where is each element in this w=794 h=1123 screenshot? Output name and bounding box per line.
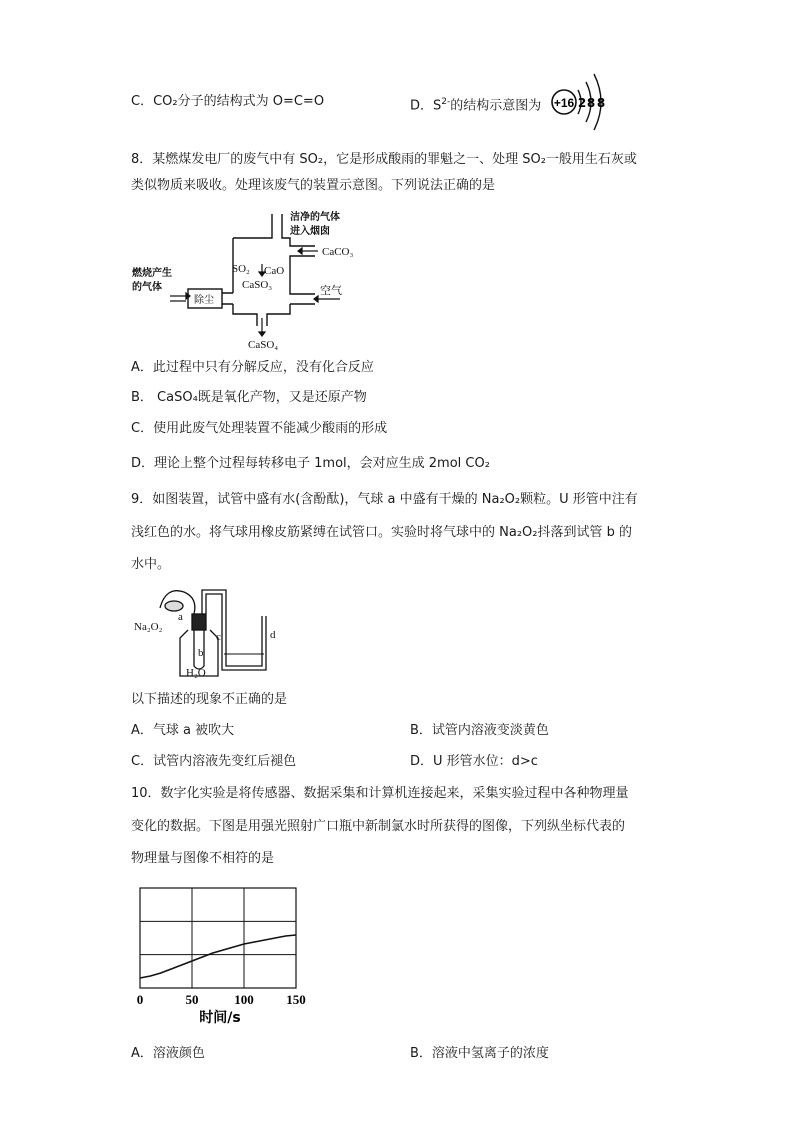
chlorine-water-chart (128, 878, 318, 1028)
burn-gas-label-1: 燃烧产生 (132, 268, 172, 279)
x-tick-50: 50 (185, 992, 199, 1007)
caco3-label: CaCO₃ (322, 246, 354, 258)
na2o2-label: Na₂O₂ (134, 621, 163, 633)
q7-option-d-prefix: D．S (410, 98, 442, 114)
q9-question: 以下描述的现象不正确的是 (131, 692, 288, 707)
h2o-label: H₂O (186, 667, 206, 679)
caso4-label: CaSO₄ (248, 339, 279, 351)
q9-option-a: A．气球 a 被吹大 (131, 723, 235, 738)
q7-option-d-suffix: 的结构示意图为 (450, 98, 542, 114)
series-line-curve (140, 935, 296, 978)
q10-stem-line2: 变化的数据。下图是用强光照射广口瓶中新制氯水时所获得的图像，下列纵坐标代表的 (131, 819, 626, 834)
q10-stem-line1: 10．数字化实验是将传感器、数据采集和计算机连接起来，采集实验过程中各种物理量 (131, 786, 629, 801)
tower-right-wall (290, 256, 315, 294)
air-label: 空气 (320, 284, 342, 297)
nucleus-charge: +16 (553, 96, 575, 110)
so2-label: SO₂ (232, 263, 250, 275)
x-tick-100: 100 (234, 992, 254, 1007)
q9-stem-line2: 浅红色的水。将气球用橡皮筋紧缚在试管口。实验时将气球中的 Na₂O₂抖落到试管 b 的 (131, 525, 632, 540)
u-tube (202, 590, 262, 666)
balloon-tube-diagram (132, 580, 292, 682)
q8-stem-line2: 类似物质来吸收。处理该废气的装置示意图。下列说法正确的是 (131, 178, 496, 193)
q7-option-d (410, 92, 541, 116)
burn-gas-label-2: 的气体 (132, 282, 162, 293)
cao-label: CaO (264, 265, 285, 277)
shell-electrons-1: 2 (577, 96, 587, 110)
x-tick-150: 150 (286, 992, 306, 1007)
q7-option-d-sup: 2- (441, 97, 451, 107)
flue-gas-treatment-diagram (130, 206, 370, 352)
label-a: a (178, 611, 183, 623)
rubber-stopper (192, 614, 206, 630)
dust-removal-label: 除尘 (194, 295, 214, 306)
q9-stem-line3: 水中。 (131, 557, 171, 572)
shell-electrons-2: 8 (586, 96, 596, 110)
q10-option-a: A．溶液颜色 (131, 1046, 205, 1061)
q8-option-c: C．使用此废气处理装置不能减少酸雨的形成 (131, 421, 388, 436)
q9-stem-line1: 9．如图装置，试管中盛有水(含酚酞)，气球 a 中盛有干燥的 Na₂O₂颗粒。U 形管中注有 (131, 492, 638, 507)
x-axis-label: 时间/s (199, 1010, 241, 1026)
q8-option-a: A．此过程中只有分解反应，没有化合反应 (131, 360, 374, 375)
label-c: c (216, 631, 221, 643)
q7-option-c: C．CO₂分子的结构式为 O=C=O (131, 94, 325, 109)
q8-option-b: B． CaSO₄既是氧化产物，又是还原产物 (131, 390, 367, 405)
q8-stem-line1: 8．某燃煤发电厂的废气中有 SO₂，它是形成酸雨的罪魁之一、处理 SO₂一般用生石灰或 (131, 152, 637, 167)
q10-option-b: B．溶液中氢离子的浓度 (410, 1046, 549, 1061)
tower-top-left (233, 214, 272, 238)
caso3-label: CaSO₃ (242, 279, 273, 291)
label-d: d (270, 629, 276, 641)
clean-gas-label-1: 洁净的气体 (290, 212, 340, 223)
q9-option-d: D．U 形管水位：d>c (410, 754, 538, 769)
clean-gas-label-2: 进入烟囱 (290, 226, 330, 237)
q9-option-b: B．试管内溶液变淡黄色 (410, 723, 549, 738)
q9-option-c: C．试管内溶液先变红后褪色 (131, 754, 297, 769)
x-tick-0: 0 (136, 992, 144, 1007)
label-b: b (198, 647, 204, 659)
tower-bottom-left (233, 304, 257, 326)
na2o2-particles (165, 601, 183, 611)
tower-bottom-right (267, 304, 290, 326)
sulfide-ion-structure-diagram (548, 66, 618, 138)
q10-stem-line3: 物理量与图像不相符的是 (131, 851, 275, 866)
q8-option-d: D．理论上整个过程每转移电子 1mol，会对应生成 2mol CO₂ (131, 456, 490, 471)
shell-electrons-3: 8 (596, 96, 606, 110)
